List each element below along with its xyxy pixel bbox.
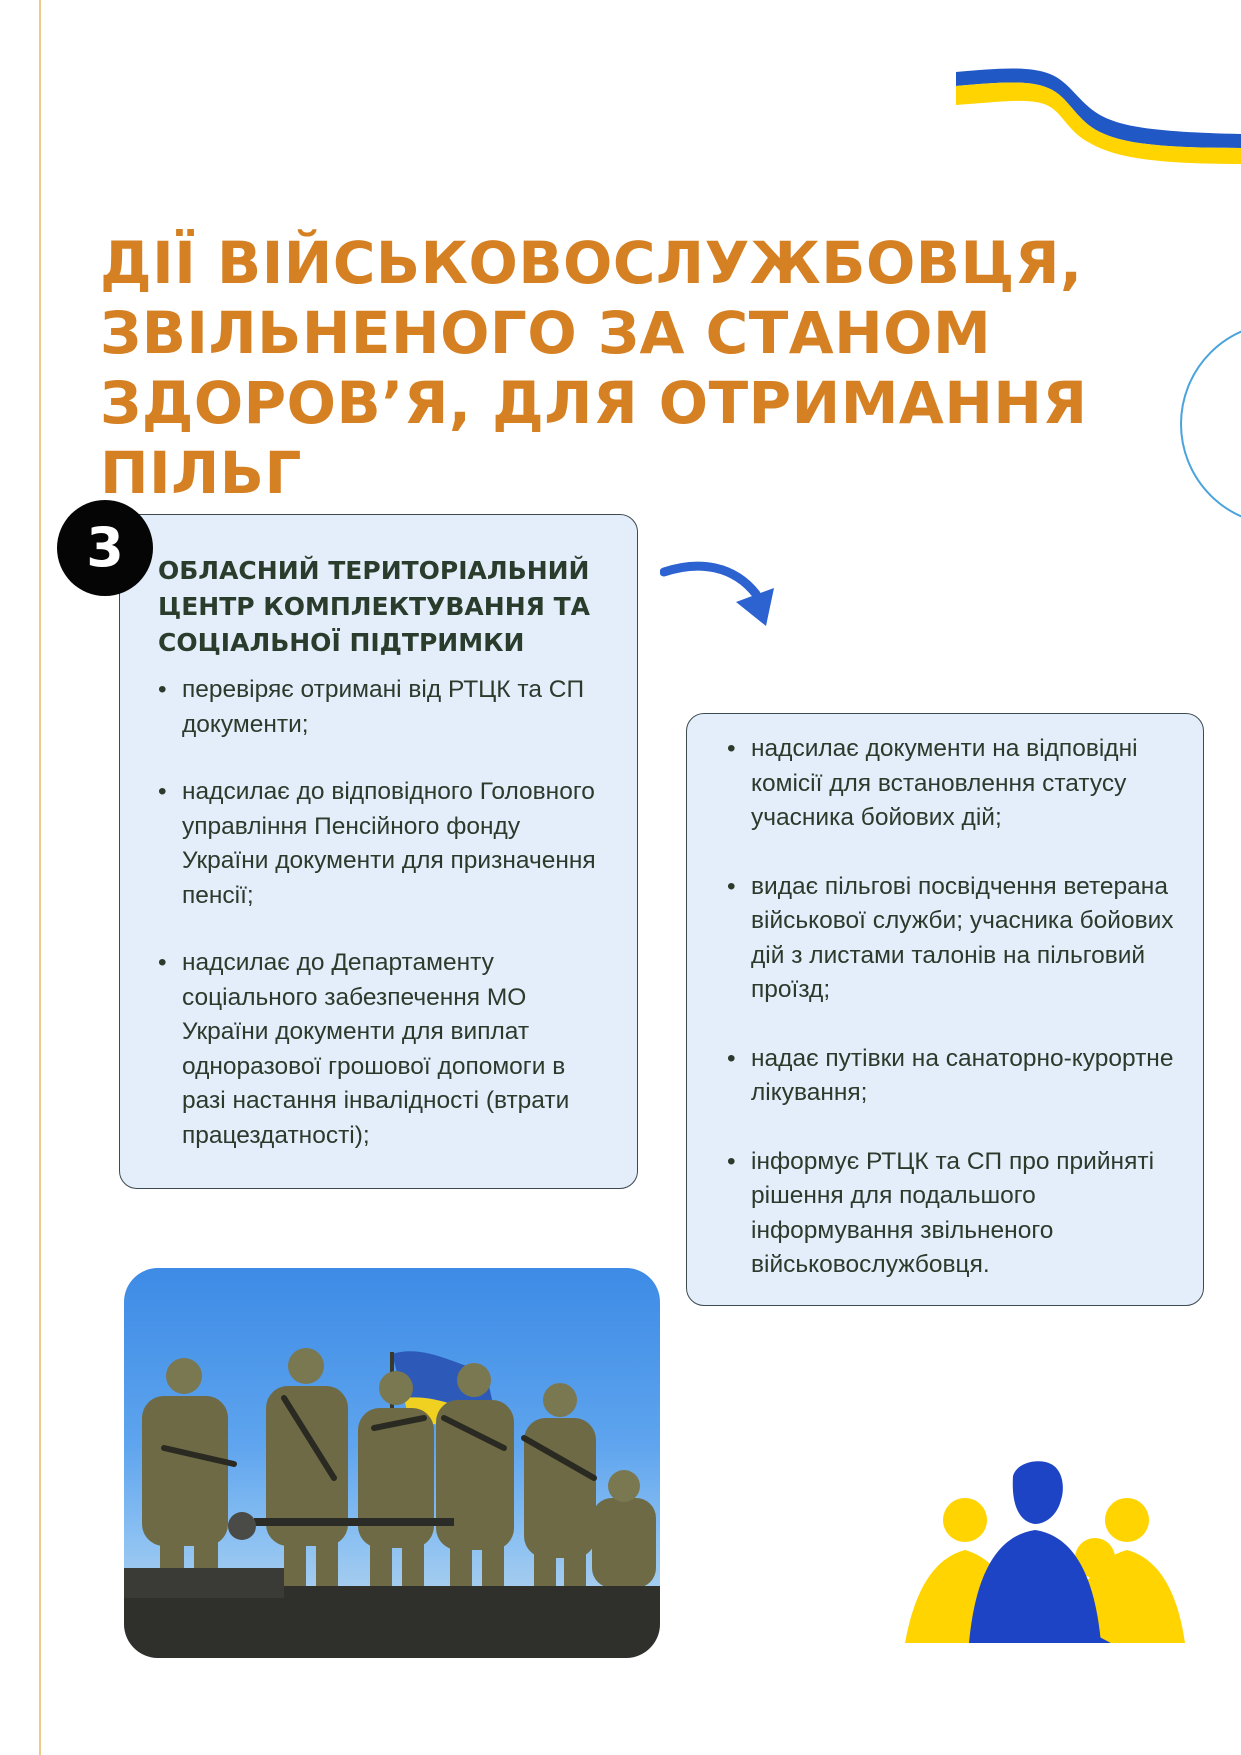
left-duties-list: [158, 673, 607, 1153]
list-item: • надсилає до відповідного Головного управління Пенсійного фонду України документи для призначення пенсії;: [158, 775, 607, 913]
decorative-circle: [1180, 322, 1241, 526]
list-item: • інформує РТЦК та СП про прийняті рішення для подальшого інформування звільненого військовослужбовця.: [727, 1145, 1183, 1283]
soldier-silhouette: [905, 1458, 1185, 1643]
curved-arrow-icon: [660, 552, 790, 642]
step-card-right: [686, 713, 1204, 1306]
list-item: • надсилає документи на відповідні комісії для встановлення статусу учасника бойових дій;: [727, 732, 1183, 836]
list-item: • видає пільгові посвідчення ветерана військової служби; учасника бойових дій з листами талонів на пільговий проїзд;: [727, 870, 1183, 1008]
step-card-left: [119, 514, 638, 1189]
left-margin-rule: [39, 0, 41, 1755]
title-line-1: ДІЇ ВІЙСЬКОВОСЛУЖБОВЦЯ,: [100, 229, 1083, 297]
list-item: • перевіряє отримані від РТЦК та СП документи;: [158, 673, 607, 742]
title-line-2: ЗВІЛЬНЕНОГО ЗА СТАНОМ: [100, 299, 992, 367]
page-title: [100, 228, 1180, 508]
list-item: • надає путівки на санаторно-курортне лікування;: [727, 1042, 1183, 1111]
ukraine-flag-ribbon: [950, 60, 1241, 180]
list-item: • надсилає до Департаменту соціального забезпечення МО України документи для виплат одноразової грошової допомоги в разі настання інвалідності (втрати працездатності);: [158, 946, 607, 1153]
soldiers-photo: [124, 1268, 660, 1658]
step-number-badge: 3: [57, 500, 153, 596]
title-line-3: ЗДОРОВ’Я, ДЛЯ ОТРИМАННЯ ПІЛЬГ: [100, 369, 1088, 507]
right-duties-list: [727, 732, 1183, 1283]
step-heading: ОБЛАСНИЙ ТЕРИТОРІАЛЬНИЙ ЦЕНТР КОМПЛЕКТУВАННЯ ТА СОЦІАЛЬНОЇ ПІДТРИМКИ: [158, 556, 590, 657]
